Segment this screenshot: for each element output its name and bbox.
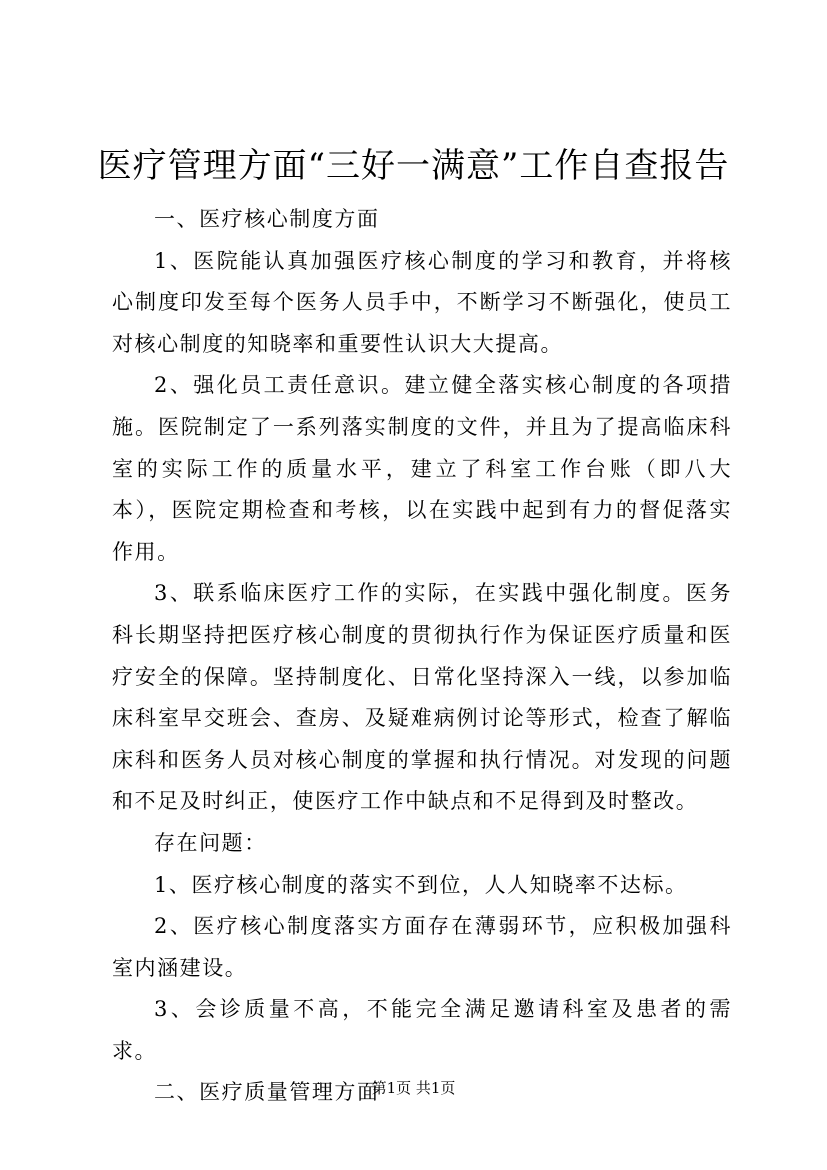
section-heading-quality-management: 二、医疗质量管理方面 (154, 1080, 380, 1105)
document-title: 医疗管理方面“三好一满意”工作自查报告 (97, 146, 730, 186)
issue-item-2: 2、医疗核心制度落实方面存在薄弱环节，应积极加强科室内涵建设。 (112, 914, 732, 980)
issue-item-1: 1、医疗核心制度的落实不到位，人人知晓率不达标。 (154, 872, 688, 897)
issue-item-3: 3、会诊质量不高，不能完全满足邀请科室及患者的需求。 (112, 997, 732, 1063)
paragraph-item-2: 2、强化员工责任意识。建立健全落实核心制度的各项措施。医院制定了一系列落实制度的文件，并且为了提高临床科室的实际工作的质量水平，建立了科室工作台账（即八大本），医院定期检查和考核，以在实践中起到有力的督促落实作用。 (112, 373, 732, 564)
page-footer: 第1页 共1页 (371, 1079, 456, 1097)
paragraph-item-1: 1、医院能认真加强医疗核心制度的学习和教育，并将核心制度印发至每个医务人员手中，不断学习不断强化，使员工对核心制度的知晓率和重要性认识大大提高。 (112, 248, 732, 356)
issues-heading: 存在问题： (154, 830, 267, 855)
paragraph-item-3: 3、联系临床医疗工作的实际，在实践中强化制度。医务科长期坚持把医疗核心制度的贯彻执行作为保证医疗质量和医疗安全的保障。坚持制度化、日常化坚持深入一线，以参加临床科室早交班会、查房、及疑难病例讨论等形式，检查了解临床科和医务人员对核心制度的掌握和执行情况。对发现的问题和不足及时纠正，使医疗工作中缺点和不足得到及时整改。 (112, 581, 732, 814)
document-body (112, 199, 732, 1114)
section-heading-core-systems: 一、医疗核心制度方面 (154, 207, 380, 231)
